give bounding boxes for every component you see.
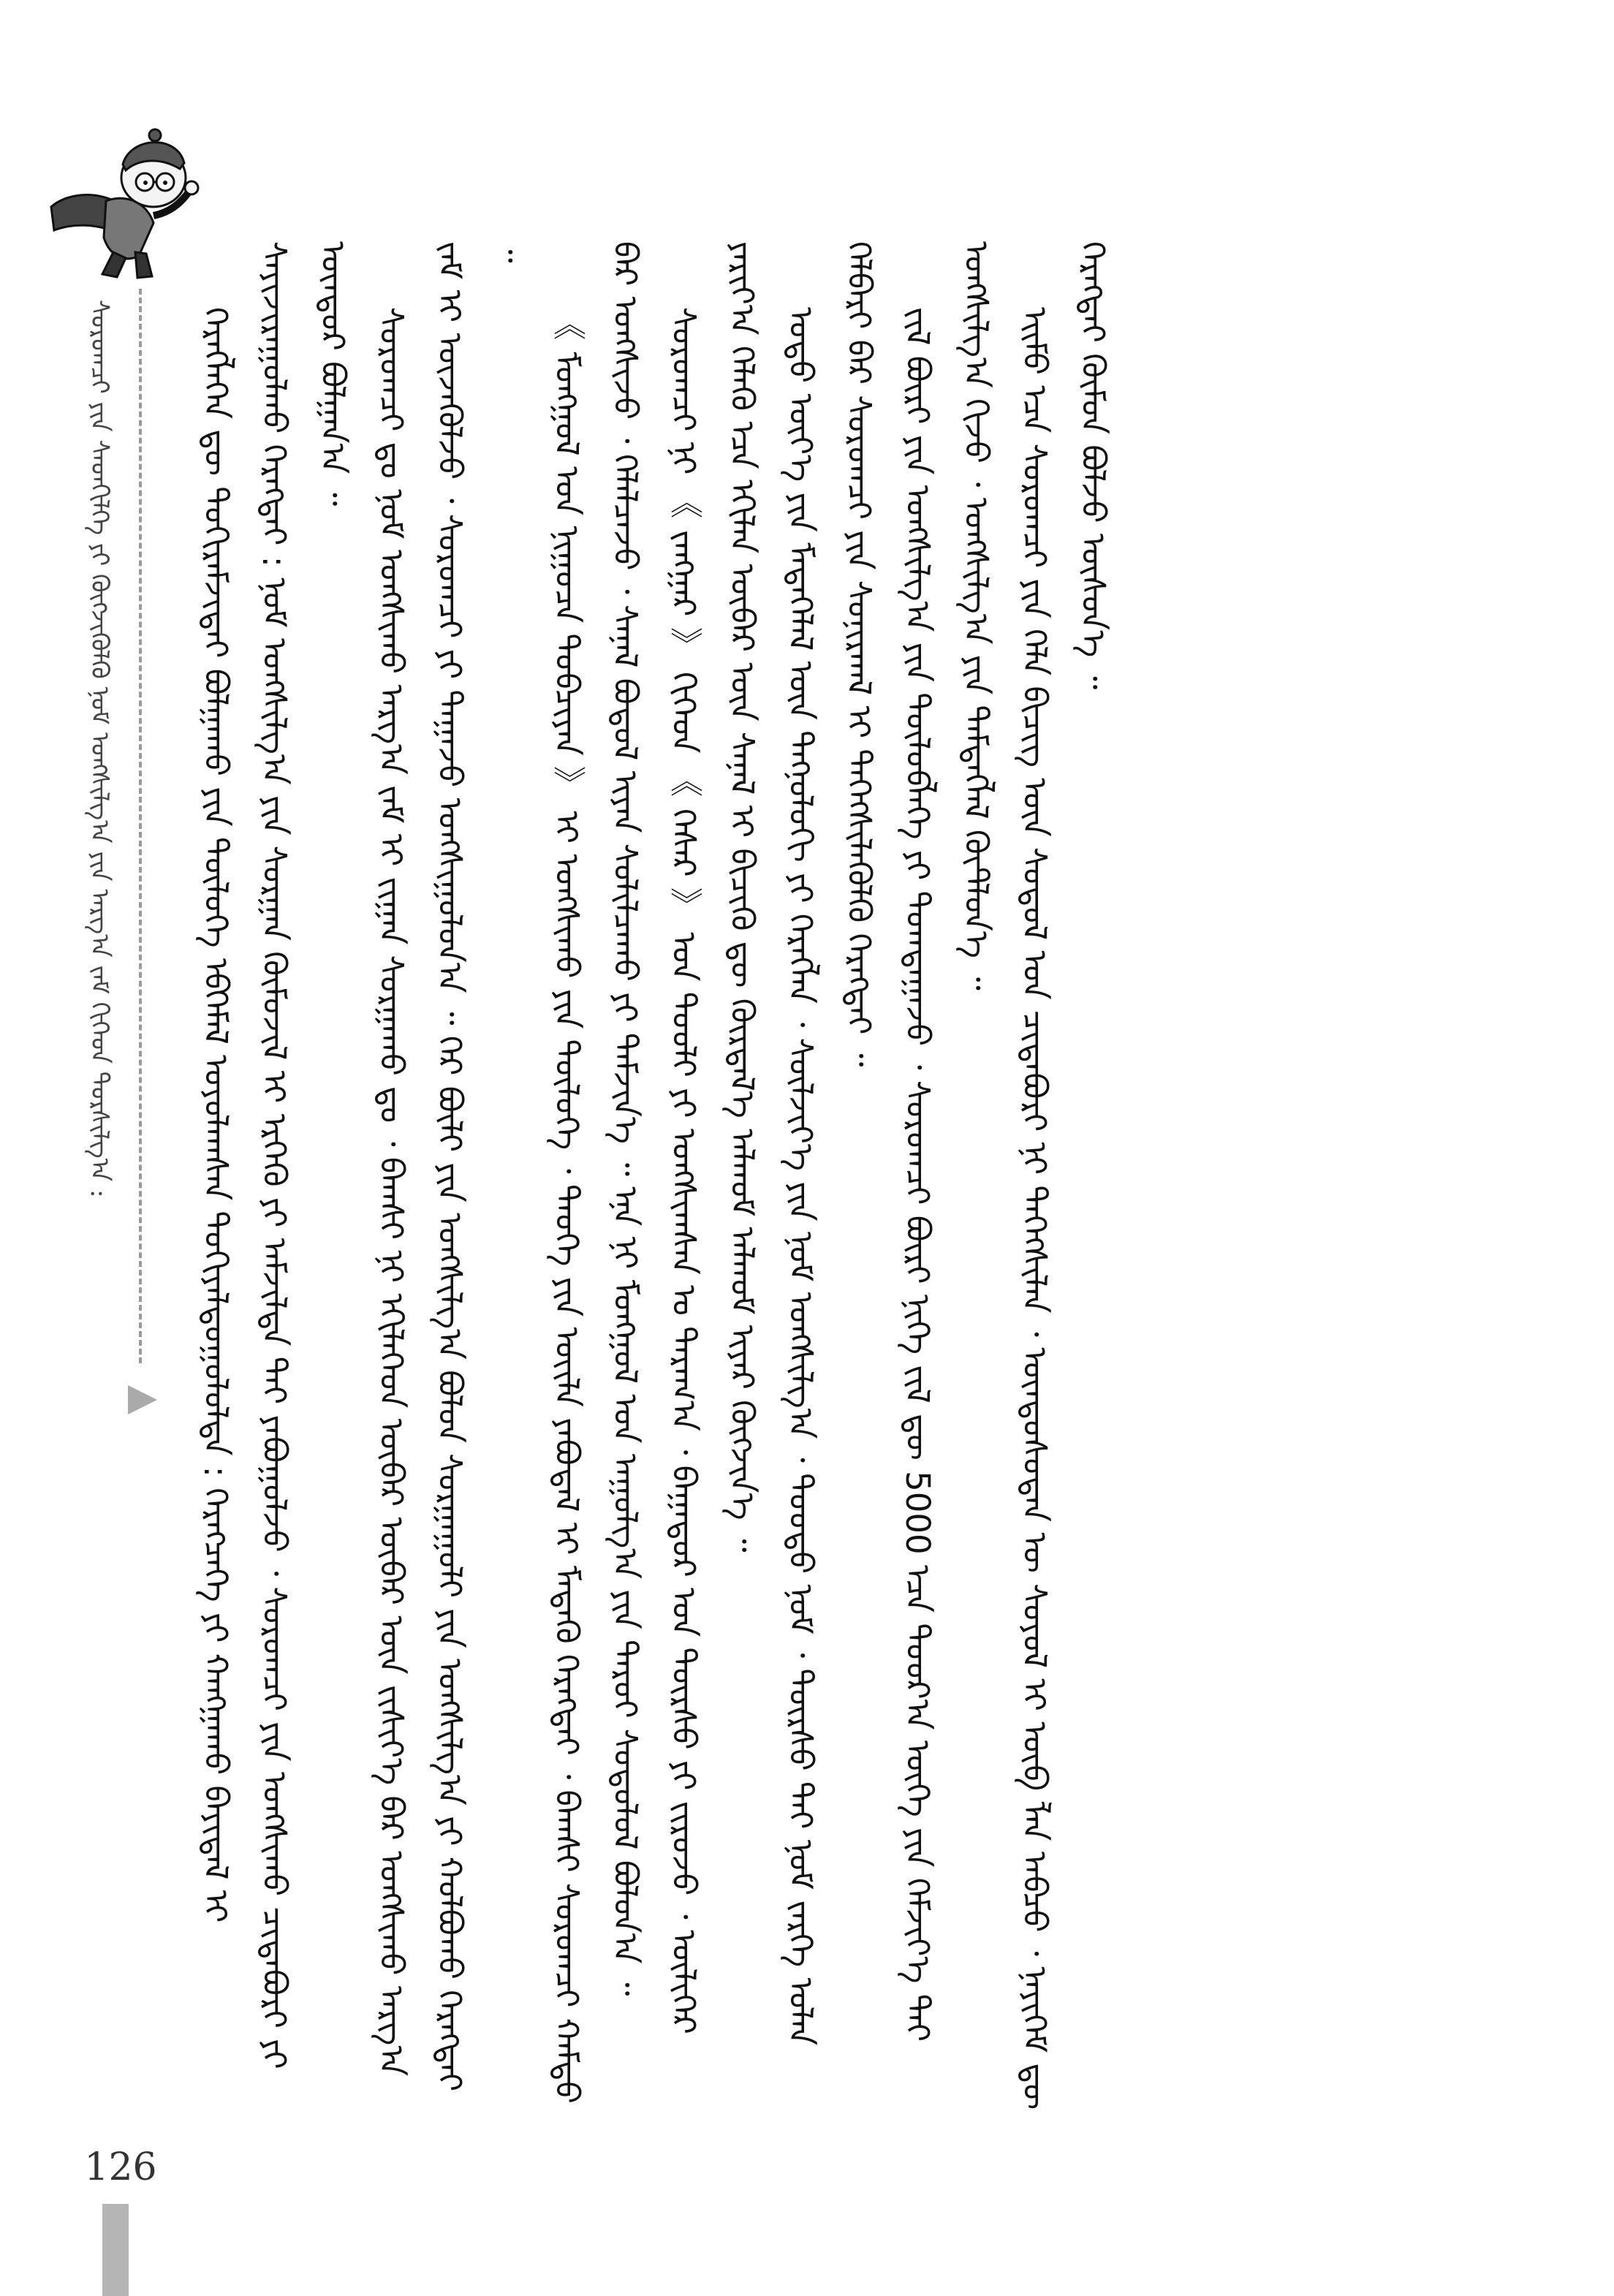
body-text <box>186 241 1389 2113</box>
paragraph: ᠡᠢᠮᠦ ᠡᠴᠡ ᠰᠤᠷᠤᠭᠴᠢ ᠶᠢᠨ ᠬᠡᠯᠡ ᠪᠢᠴᠢᠭ ᠦᠨ ᠰᠤᠳᠤᠯ ᠤᠨ ᠴᠢᠳᠠᠪᠤᠷᠢ ᠨᠢ ᠳᠡᠭᠡᠭᠰᠢᠯᠡᠨ ᠂ ᠦᠨᠳᠦᠰᠦᠲᠡᠨ ᠦ ᠰᠣᠶᠣᠯ ᠢ ᠥᠪ ᠯᠡᠨ ᠠᠪᠴᠤ ᠂ ᠨᠡᠶᠢᠭᠡᠮ ᠳᠦ ᠬᠡᠷᠡᠭᠲᠡᠢ ᠬᠦᠮᠦᠨ ᠪᠣᠯᠵᠤ ᠥᠰᠦᠨ᠎ᠡ ᠃ <box>1015 241 1113 2110</box>
running-header: ᠰᠤᠷᠤᠭᠴᠢ ᠶᠢᠨ ᠰᠡᠳᠬᠢᠯᠭᠡ ᠶᠢ ᠬᠥᠭᠵᠢᠭᠦᠯᠬᠦ ᠨᠤᠮ ᠤᠩᠰᠢᠯᠭ᠎ᠠ ᠶᠢᠨ ᠠᠷᠭ᠎ᠠ ᠵᠠᠮ ᠬᠢᠭᠡᠳ ᠲᠤᠷᠰᠢᠯᠭ᠎ᠠ : <box>85 300 114 1198</box>
footer-bar <box>102 2204 129 2296</box>
page-number: 126 <box>84 2145 157 2189</box>
paragraph: ᠰᠤᠷᠤᠭᠴᠢ ᠳᠤ ᠨᠤᠮ ᠤᠩᠰᠢᠬᠤ ᠠᠷᠭ᠎ᠠ ᠵᠠᠮ ᠢ ᠵᠢᠭᠠᠨ ᠰᠤᠷᠭᠠᠬᠤ ᠳᠤ ᠂ ᠪᠠᠭᠰᠢ ᠨᠢ ᠡᠬᠢᠯᠡᠭᠡᠳ ᠥᠪᠡᠷ ᠥᠪᠡᠷ ᠦᠨ ᠵᠢᠱᠢᠶ᠎ᠡ ᠪᠠᠷ ᠤᠩᠰᠢᠬᠤ ᠠᠷᠭ᠎ᠠ ᠵᠠᠮ ᠢ ᠦᠵᠡᠭᠦᠯᠵᠦ ᠂ ᠰᠤᠷᠤᠭᠴᠢ ᠶᠢ ᠳᠠᠭᠠᠵᠤ ᠤᠩᠰᠢᠭᠤᠯᠤᠨ᠎ᠠ ᠃ ᠭᠡᠷ ᠪᠦᠯᠢ ᠶᠢᠨ ᠤᠩᠰᠢᠯᠭ᠎ᠠ ᠪᠣᠯᠣᠨ ᠰᠤᠷᠭᠠᠭᠤᠯᠢ ᠶᠢᠨ ᠤᠩᠰᠢᠯᠭ᠎ᠠ ᠶᠢ ᠬᠣᠯᠪᠣᠬᠤ ᠬᠡᠷᠡᠭᠲᠡᠢ ᠃ <box>372 241 528 2092</box>
mascot-boy-with-glasses-icon <box>44 121 201 285</box>
paragraph: ᠬᠡᠷᠡᠭᠯᠡᠭᠡᠨ ᠳᠦ ᠲᠤᠬᠢᠷᠠᠮᠵᠢᠲᠠᠢ ᠪᠣᠯᠭᠠᠬᠤ ᠶᠢᠨ ᠲᠥᠯᠥᠭᠡ ᠡᠪᠬᠡᠮᠡᠯ ᠣᠶᠤᠯᠠᠭᠰᠠᠨ ᠲᠤᠬᠢᠶᠠᠯᠳᠤᠭᠤᠯᠤᠯᠲᠠ : ᠬᠡᠷᠡᠭᠴᠡᠭᠡ ᠶᠢ ᠬᠠᠩᠭᠠᠬᠤ ᠪᠠᠶᠢᠳᠠᠯ ᠢ ᠰᠠᠶᠢᠵᠢᠷᠠᠭᠤᠯᠬᠤ ᠬᠡᠷᠡᠭᠲᠡᠢ : ᠨᠤᠮ ᠤᠩᠰᠢᠯᠭ᠎ᠠ ᠶᠢᠨ ᠰᠤᠷᠭᠠᠨ ᠬᠥᠮᠦᠵᠢᠯ ᠢ ᠡᠷᠭᠡᠬᠦ ᠶᠢ ᠠᠮᠵᠢᠯᠲᠠ ᠲᠠᠢ ᠶᠠᠪᠤᠭᠤᠯᠵᠤ ᠂ ᠰᠤᠷᠤᠭᠴᠢ ᠶᠢᠨ ᠤᠩᠰᠢᠬᠤ ᠴᠢᠳᠠᠪᠤᠷᠢ ᠶᠢ ᠥᠨᠳᠥᠷ ᠪᠣᠯᠭᠠᠨ᠎ᠠ ᠃ <box>197 241 352 2069</box>
paragraph: 《 ᠮᠣᠩᠭᠣᠯ ᠤᠨ ᠨᠢᠭᠤᠴᠠ ᠲᠣᠪᠴᠢᠶᠠᠨ 》 ᠢ ᠤᠩᠰᠢᠬᠤ ᠶᠢᠨ ᠲᠥᠯᠥᠭᠡ ᠂ ᠲᠡᠦᠬᠡ ᠶᠢᠨ ᠦᠢᠯᠡ ᠶᠠᠪᠤᠳᠠᠯ ᠢ ᠮᠡᠳᠡᠬᠦ ᠬᠡᠷᠡᠭᠲᠡᠢ ᠂ ᠪᠠᠭᠰᠢ ᠰᠤᠷᠤᠭᠴᠢ ᠬᠠᠮᠲᠤ ᠪᠠᠷ ᠤᠩᠰᠢᠵᠤ ᠂ ᠬᠡᠯᠡᠯᠴᠡᠵᠦ ᠂ ᠰᠠᠨᠠᠯ ᠪᠣᠳᠣᠯ ᠢᠶᠠᠨ ᠰᠣᠯᠢᠯᠴᠠᠬᠤ ᠶᠢ ᠳᠡᠮᠵᠢᠨ᠎ᠡ ᠃ ᠡᠨᠡ ᠨᠢ ᠮᠣᠩᠭᠣᠯ ᠤᠨ ᠠᠭᠤᠯᠭ᠎ᠠ ᠶᠢᠨ ᠳᠠᠷᠤᠢ ᠰᠤᠳᠤᠯᠤᠯ ᠪᠣᠯᠣᠨ᠎ᠠ ᠃ <box>548 241 645 2104</box>
triangle-arrow-icon <box>124 1382 161 1418</box>
paragraph: ᠰᠤᠷᠤᠭᠴᠢ ᠨᠢ 《 ᠵᠠᠩᠭᠠᠷ 》 ᠬᠢᠭᠡᠳ 《 ᠭᠡᠰᠡᠷ 》 ᠤᠨ ᠲᠤᠤᠯᠢ ᠶᠢ ᠤᠩᠰᠢᠭᠰᠠᠨ ᠤ ᠳᠠᠷᠠᠭ᠎ᠠ ᠂ ᠪᠠᠭᠠᠳᠤᠷ ᠤᠨ ᠳᠦᠷᠰᠦ ᠶᠢ ᠵᠢᠷᠤᠵᠤ ᠂ ᠦᠯᠢᠭᠡᠷ ᠶᠠᠷᠢᠶ᠎ᠠ ᠬᠡᠯᠡᠬᠦ ᠡᠴᠡ ᠡᠬᠢᠯᠡᠨ ᠥᠪᠡᠷ ᠦᠨ ᠰᠠᠨᠠᠯ ᠢ ᠪᠢᠴᠢᠬᠦ ᠳᠦ ᠬᠦᠷᠲᠡᠯ᠎ᠡ ᠠᠯᠬᠤᠮ ᠠᠯᠬᠤᠮ ᠢᠶᠠᠷ ᠬᠥᠭᠵᠢᠨ᠎ᠡ ᠃ <box>664 241 762 2034</box>
paragraph: ᠣᠳᠣ ᠦᠶ᠎ᠡ ᠶᠢᠨ ᠮᠡᠳᠡᠭᠡᠯᠡᠯ ᠦᠨ ᠲᠡᠬᠨᠣᠯᠣᠭᠢ ᠶᠢ ᠬᠡᠷᠡᠭᠯᠡᠨ ᠂ ᠰᠦᠯᠵᠢᠶ᠎ᠡ ᠶᠢᠨ ᠨᠤᠮ ᠤᠩᠰᠢᠯᠭ᠎ᠠ ᠂ ᠳᠤᠤᠲᠤ ᠨᠤᠮ ᠂ ᠳᠦᠷᠰᠦ ᠲᠠᠢ ᠨᠤᠮ ᠵᠡᠷᠭᠡ ᠣᠯᠠᠨ ᠬᠡᠯᠪᠡᠷᠢ ᠪᠠᠷ ᠰᠤᠷᠤᠭᠴᠢ ᠶᠢᠨ ᠰᠣᠨᠢᠷᠬᠠᠯ ᠢ ᠳᠡᠭᠡᠭᠰᠢᠯᠡᠭᠦᠯᠬᠦ ᠬᠡᠷᠡᠭᠲᠡᠢ ᠃ <box>781 241 879 2046</box>
header-divider <box>139 289 142 1363</box>
paragraph: ᠵᠢᠯ ᠪᠦᠷᠢ ᠶᠢᠨ ᠤᠩᠰᠢᠯᠭ᠎ᠠ ᠶᠢᠨ ᠲᠥᠯᠥᠪᠯᠡᠭᠡ ᠶᠢ ᠲᠣᠭᠲᠠᠭᠠᠵᠤ ᠂ ᠰᠤᠷᠤᠭᠴᠢ ᠪᠦᠷᠢ ᠨᠢᠭᠡ ᠵᠢᠯ ᠳᠦ 5000 ᠡᠴᠡ ᠳᠣᠣᠷ᠎ᠠ ᠦᠭᠡ ᠶᠢᠨ ᠬᠡᠮᠵᠢᠶ᠎ᠡ ᠲᠠᠢ ᠤᠩᠰᠢᠯᠭ᠎ᠠ ᠬᠢᠵᠦ ᠂ ᠤᠩᠰᠢᠯᠭ᠎ᠠ ᠶᠢᠨ ᠲᠡᠮᠳᠡᠭᠯᠡᠯ ᠬᠥᠲᠯᠦᠨ᠎ᠡ ᠃ <box>898 241 996 2042</box>
